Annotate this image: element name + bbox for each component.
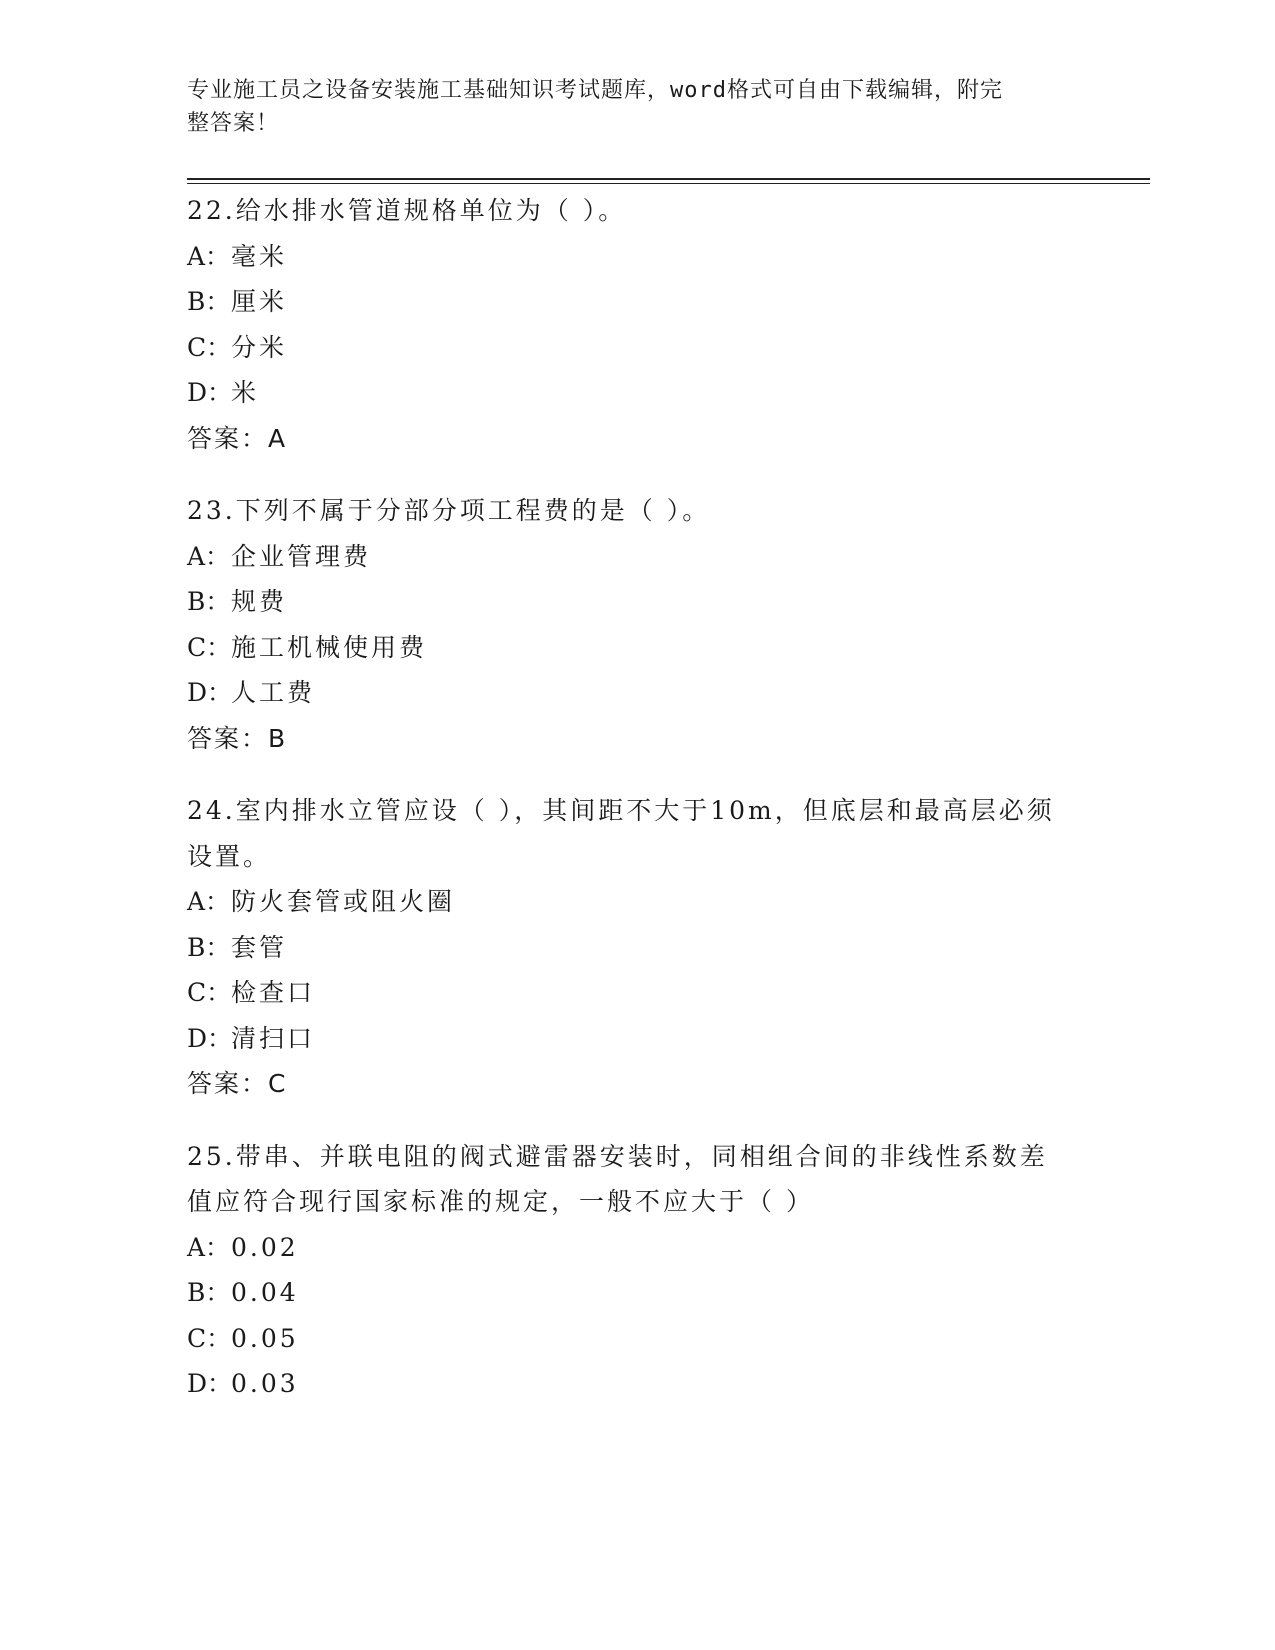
- option-letter: C：: [187, 332, 232, 362]
- option-text: 规费: [231, 587, 288, 616]
- option-letter: A：: [187, 1232, 231, 1262]
- option-letter: B：: [187, 287, 231, 316]
- option-text: 人工费: [231, 678, 316, 707]
- option-d: [187, 370, 1087, 416]
- question-stem: 23.下列不属于分部分项工程费的是（ ）。: [187, 496, 711, 525]
- option-text: 分米: [231, 332, 288, 362]
- header-line-2: 整答案！: [187, 111, 280, 136]
- option-letter: C：: [187, 632, 232, 662]
- option-b: [187, 579, 1087, 625]
- document-header: [187, 74, 1077, 140]
- option-letter: C：: [187, 978, 232, 1007]
- question-stem-line-2: 值应符合现行国家标准的规定，一般不应大于（ ）: [187, 1187, 814, 1216]
- option-a: [187, 234, 1087, 280]
- option-text: 清扫口: [231, 1023, 316, 1053]
- option-d: [187, 670, 1087, 716]
- question-23: [187, 488, 1087, 761]
- option-text: 0.02: [231, 1232, 299, 1262]
- option-letter: A：: [187, 887, 231, 916]
- option-c: [187, 970, 1087, 1016]
- option-text: 米: [231, 378, 260, 407]
- option-c: [187, 325, 1087, 371]
- header-divider-thick: [187, 178, 1150, 180]
- option-a: [187, 1225, 1087, 1271]
- option-letter: D：: [187, 1023, 233, 1053]
- option-c: [187, 1316, 1087, 1362]
- option-text: 套管: [231, 932, 288, 962]
- header-divider-thin: [187, 183, 1150, 184]
- option-b: [187, 925, 1087, 971]
- answer-label: 答案：C: [187, 1069, 288, 1098]
- question-stem-line-1: 25.带串、并联电阻的阀式避雷器安装时，同相组合间的非线性系数差: [187, 1141, 1048, 1171]
- question-stem: 22.给水排水管道规格单位为（ ）。: [187, 196, 627, 225]
- option-letter: B：: [187, 587, 231, 616]
- option-text: 0.05: [231, 1323, 299, 1353]
- option-c: [187, 625, 1087, 671]
- option-a: [187, 534, 1087, 580]
- answer-label: 答案：A: [187, 423, 288, 453]
- question-22: [187, 188, 1087, 461]
- answer-label: 答案：B: [187, 723, 288, 753]
- question-stem-line-2: 设置。: [187, 841, 272, 871]
- option-b: [187, 279, 1087, 325]
- option-letter: D：: [187, 678, 233, 707]
- option-letter: B：: [187, 1278, 231, 1307]
- question-stem-line-1: 24.室内排水立管应设（ ），其间距不大于10m，但底层和最高层必须: [187, 796, 1055, 825]
- option-letter: B：: [187, 932, 231, 962]
- option-letter: A：: [187, 241, 231, 271]
- option-text: 毫米: [231, 241, 288, 271]
- question-25: [187, 1134, 1087, 1407]
- option-text: 施工机械使用费: [231, 632, 428, 662]
- option-letter: D：: [187, 378, 233, 407]
- option-b: [187, 1270, 1087, 1316]
- question-list: [187, 188, 1087, 1434]
- option-text: 厘米: [231, 287, 288, 316]
- option-a: [187, 879, 1087, 925]
- option-text: 检查口: [231, 978, 316, 1007]
- option-text: 防火套管或阻火圈: [231, 887, 456, 916]
- header-line-1: 专业施工员之设备安装施工基础知识考试题库，word格式可自由下载编辑，附完: [187, 78, 1003, 103]
- option-letter: C：: [187, 1323, 232, 1353]
- option-letter: A：: [187, 541, 231, 571]
- option-d: [187, 1361, 1087, 1407]
- option-letter: D：: [187, 1369, 233, 1398]
- option-text: 0.04: [231, 1278, 299, 1307]
- question-24: [187, 788, 1087, 1107]
- option-d: [187, 1016, 1087, 1062]
- option-text: 企业管理费: [231, 541, 372, 571]
- option-text: 0.03: [231, 1369, 299, 1398]
